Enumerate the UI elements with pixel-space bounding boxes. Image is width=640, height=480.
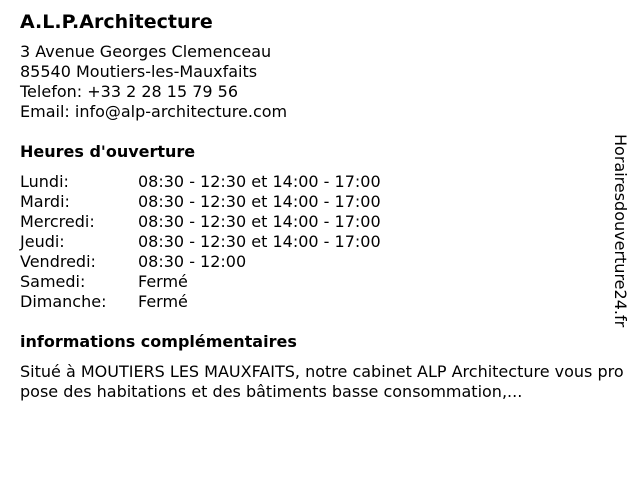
address-line-1: 3 Avenue Georges Clemenceau xyxy=(20,42,272,61)
hours-time: 08:30 - 12:30 et 14:00 - 17:00 xyxy=(138,172,381,191)
hours-time: 08:30 - 12:30 et 14:00 - 17:00 xyxy=(138,192,381,211)
hours-row-saturday xyxy=(20,272,610,292)
info-heading: informations complémentaires xyxy=(20,332,297,351)
hours-day: Samedi: xyxy=(20,272,86,291)
hours-heading: Heures d'ouverture xyxy=(20,142,196,161)
hours-table xyxy=(20,172,610,312)
hours-time: Fermé xyxy=(138,272,188,291)
hours-time: 08:30 - 12:00 xyxy=(138,252,247,271)
hours-row-sunday xyxy=(20,292,610,312)
hours-time: Fermé xyxy=(138,292,188,311)
phone-line: Telefon: +33 2 28 15 79 56 xyxy=(20,82,239,101)
hours-day: Dimanche: xyxy=(20,292,107,311)
info-description: Situé à MOUTIERS LES MAUXFAITS, notre cabinet ALP Architecture vous propose des habitations et des bâtiments basse consommation,... xyxy=(20,362,624,401)
hours-day: Vendredi: xyxy=(20,252,96,271)
address-line-2: 85540 Moutiers-les-Mauxfaits xyxy=(20,62,258,81)
contact-block xyxy=(20,42,610,122)
hours-row-friday xyxy=(20,252,610,272)
hours-row-wednesday xyxy=(20,212,610,232)
email-line: Email: info@alp-architecture.com xyxy=(20,102,288,121)
hours-row-monday xyxy=(20,172,610,192)
business-name: A.L.P.Architecture xyxy=(20,11,213,33)
hours-time: 08:30 - 12:30 et 14:00 - 17:00 xyxy=(138,212,381,231)
hours-time: 08:30 - 12:30 et 14:00 - 17:00 xyxy=(138,232,381,251)
hours-row-thursday xyxy=(20,232,610,252)
site-watermark: Horairesdouverture24.fr xyxy=(611,134,630,328)
hours-day: Lundi: xyxy=(20,172,69,191)
hours-row-tuesday xyxy=(20,192,610,212)
hours-day: Jeudi: xyxy=(20,232,65,251)
hours-day: Mercredi: xyxy=(20,212,95,231)
hours-day: Mardi: xyxy=(20,192,70,211)
